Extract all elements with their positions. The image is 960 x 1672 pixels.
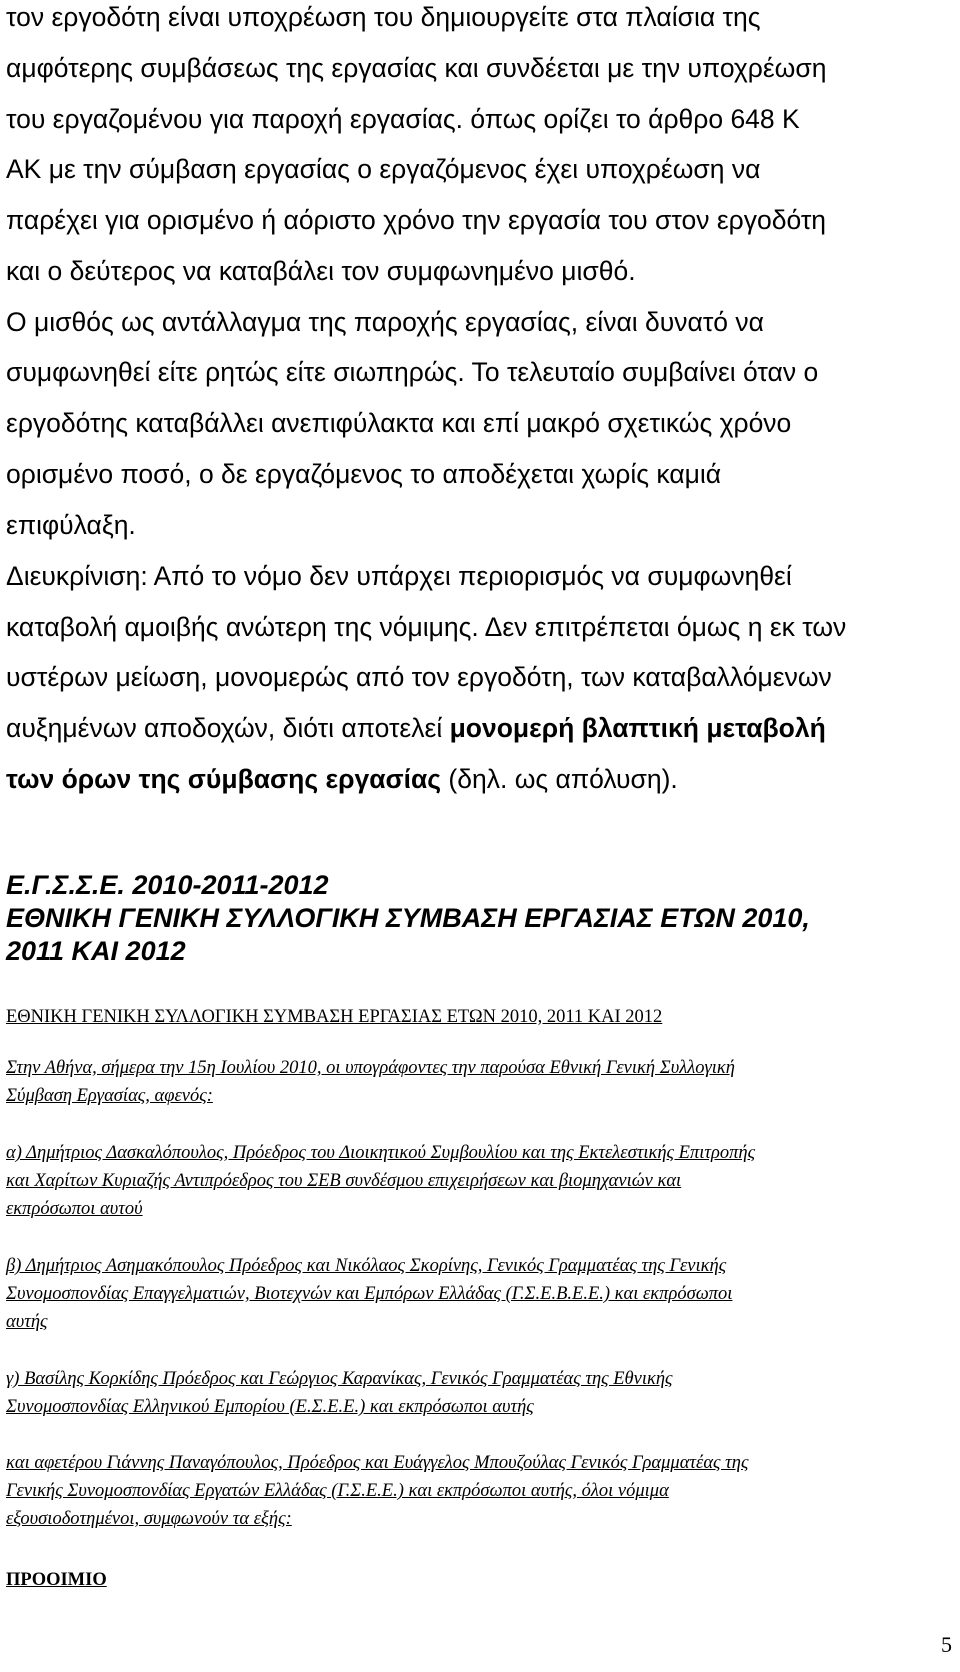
- body-line: επιφύλαξη.: [6, 510, 136, 540]
- party-d-line: εξουσιοδοτημένοι, συμφωνούν τα εξής:: [6, 1509, 292, 1529]
- body-line: του εργαζομένου για παροχή εργασίας. όπως ορίζει το άρθρο 648 Κ: [6, 104, 800, 134]
- intro-line: Στην Αθήνα, σήμερα την 15η Ιουλίου 2010, οι υπογράφοντες την παρούσα Εθνική Γενική Συλλογική: [6, 1058, 735, 1078]
- body-text: αυξημένων αποδοχών, διότι αποτελεί: [6, 713, 450, 743]
- emphasis-text: των όρων της σύμβασης εργασίας: [6, 764, 442, 794]
- body-line: τον εργοδότη είναι υποχρέωση του δημιουργείτε στα πλαίσια της: [6, 2, 761, 32]
- body-line: συμφωνηθεί είτε ρητώς είτε σιωπηρώς. Το τελευταίο συμβαίνει όταν ο: [6, 357, 819, 387]
- page-number: 5: [941, 1632, 952, 1657]
- body-line: καταβολή αμοιβής ανώτερη της νόμιμης. Δεν επιτρέπεται όμως η εκ των: [6, 612, 847, 642]
- heading-line: Ε.Γ.Σ.Σ.Ε. 2010-2011-2012: [6, 870, 329, 900]
- heading-line: ΕΘΝΙΚΗ ΓΕΝΙΚΗ ΣΥΛΛΟΓΙΚΗ ΣΥΜΒΑΣΗ ΕΡΓΑΣΙΑΣ ΕΤΩΝ 2010,: [6, 903, 810, 933]
- heading-line: 2011 ΚΑΙ 2012: [6, 936, 186, 966]
- party-c-line: Συνομοσπονδίας Ελληνικού Εμπορίου (Ε.Σ.Ε.Ε.) και εκπρόσωποι αυτής: [6, 1397, 534, 1417]
- party-b-line: αυτής: [6, 1312, 48, 1332]
- party-b-line: Συνομοσπονδίας Επαγγελματιών, Βιοτεχνών και Εμπόρων Ελλάδας (Γ.Σ.Ε.Β.Ε.Ε.) και εκπρόσωποι: [6, 1284, 733, 1304]
- body-line: [6, 713, 826, 744]
- party-c-line: γ) Βασίλης Κορκίδης Πρόεδρος και Γεώργιος Καρανίκας, Γενικός Γραμματέας της Εθνικής: [6, 1369, 673, 1389]
- party-d-line: και αφετέρου Γιάννης Παναγόπουλος, Πρόεδρος και Ευάγγελος Μπουζούλας Γενικός Γραμματέας της: [6, 1453, 749, 1473]
- body-line: αμφότερης συμβάσεως της εργασίας και συνδέεται με την υποχρέωση: [6, 53, 827, 83]
- body-line: [6, 764, 678, 795]
- document-title: ΕΘΝΙΚΗ ΓΕΝΙΚΗ ΣΥΛΛΟΓΙΚΗ ΣΥΜΒΑΣΗ ΕΡΓΑΣΙΑΣ ΕΤΩΝ 2010, 2011 ΚΑΙ 2012: [6, 1007, 663, 1027]
- party-b-line: β) Δημήτριος Ασημακόπουλος Πρόεδρος και Νικόλαος Σκορίνης, Γενικός Γραμματέας της Γενικής: [6, 1256, 727, 1276]
- body-line: ΑΚ με την σύμβαση εργασίας ο εργαζόμενος έχει υποχρέωση να: [6, 154, 761, 184]
- section-title: ΠΡΟΟΙΜΙΟ: [6, 1570, 107, 1590]
- body-line: ορισμένο ποσό, ο δε εργαζόμενος το αποδέχεται χωρίς καμιά: [6, 459, 722, 489]
- body-line: Ο μισθός ως αντάλλαγμα της παροχής εργασίας, είναι δυνατό να: [6, 307, 764, 337]
- body-line: εργοδότης καταβάλλει ανεπιφύλακτα και επί μακρό σχετικώς χρόνο: [6, 408, 792, 438]
- body-text: (δηλ. ως απόλυση).: [441, 764, 678, 794]
- emphasis-text: μονομερή βλαπτική μεταβολή: [449, 713, 826, 743]
- body-line: υστέρων μείωση, μονομερώς από τον εργοδότη, των καταβαλλόμενων: [6, 662, 832, 692]
- party-a-line: εκπρόσωποι αυτού: [6, 1199, 143, 1219]
- intro-line: Σύμβαση Εργασίας, αφενός:: [6, 1086, 213, 1106]
- party-d-line: Γενικής Συνομοσπονδίας Εργατών Ελλάδας (Γ.Σ.Ε.Ε.) και εκπρόσωποι αυτής, όλοι νόμιμα: [6, 1481, 669, 1501]
- body-line: παρέχει για ορισμένο ή αόριστο χρόνο την εργασία του στον εργοδότη: [6, 205, 827, 235]
- body-line: και ο δεύτερος να καταβάλει τον συμφωνημένο μισθό.: [6, 256, 636, 286]
- party-a-line: και Χαρίτων Κυριαζής Αντιπρόεδρος του ΣΕΒ συνδέσμου επιχειρήσεων και βιομηχανιών και: [6, 1171, 682, 1191]
- body-line: Διευκρίνιση: Από το νόμο δεν υπάρχει περιορισμός να συμφωνηθεί: [6, 561, 792, 591]
- party-a-line: α) Δημήτριος Δασκαλόπουλος, Πρόεδρος του Διοικητικού Συμβουλίου και της Εκτελεστικής Επιτροπής: [6, 1143, 756, 1163]
